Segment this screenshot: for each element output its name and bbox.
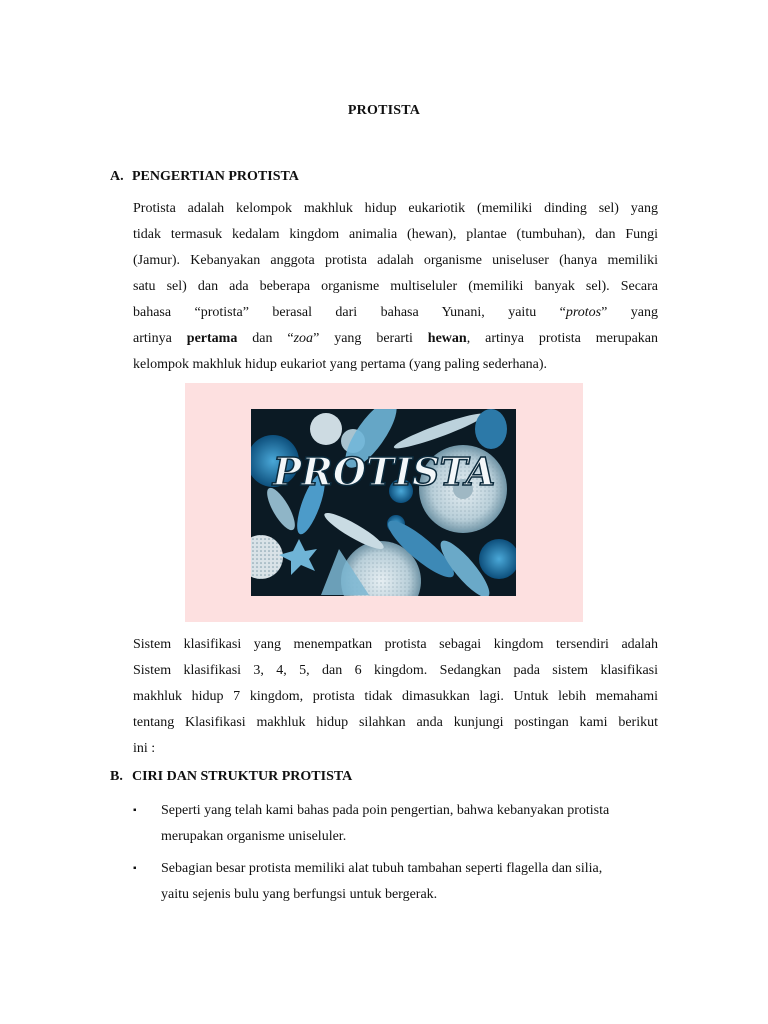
list-item-line: Sebagian besar protista memiliki alat tubuh tambahan seperti flagella dan silia, [161, 861, 603, 876]
paragraph-line [133, 326, 658, 352]
list-item-line: Seperti yang telah kami bahas pada poin pengertian, bahwa kebanyakan protista [161, 803, 610, 818]
paragraph-line: Sistem klasifikasi yang menempatkan protista sebagai kingdom tersendiri adalah [133, 637, 658, 652]
bold-term-hewan: hewan [427, 331, 467, 346]
section-a-title: PENGERTIAN PROTISTA [132, 169, 299, 184]
italic-term-protos: protos [565, 305, 602, 320]
paragraph-line: ini : [133, 741, 156, 756]
paragraph-line: tidak termasuk kedalam kingdom animalia (hewan), plantae (tumbuhan), dan Fungi [133, 227, 658, 242]
paragraph-line: (Jamur). Kebanyakan anggota protista adalah organisme uniseluser (hanya memiliki [133, 253, 658, 268]
classification-paragraph [133, 632, 658, 762]
paragraph-line: satu sel) dan ada beberapa organisme multiseluler (memiliki banyak sel). Secara [133, 279, 658, 294]
text-run: artinya [133, 331, 187, 346]
section-b-heading [110, 769, 352, 785]
paragraph-line: Protista adalah kelompok makhluk hidup eukariotik (memiliki dinding sel) yang [133, 201, 658, 216]
section-a-heading [110, 169, 299, 185]
section-b-title: CIRI DAN STRUKTUR PROTISTA [132, 769, 353, 784]
bold-term-pertama: pertama [186, 331, 238, 346]
list-item-line: yaitu sejenis bulu yang berfungsi untuk bergerak. [161, 887, 438, 902]
section-a-letter: A. [110, 169, 124, 184]
paragraph-line [133, 300, 658, 326]
section-b-letter: B. [110, 769, 123, 784]
text-run: dan “ [237, 331, 294, 346]
text-run: bahasa “protista” berasal dari bahasa Yunani, yaitu “ [133, 305, 566, 320]
protista-figure [185, 383, 583, 622]
text-run: ” yang [601, 305, 658, 320]
paragraph-line: kelompok makhluk hidup eukariot yang pertama (yang paling sederhana). [133, 357, 548, 372]
text-run: ” yang berarti [313, 331, 428, 346]
paragraph-line: Sistem klasifikasi 3, 4, 5, dan 6 kingdom. Sedangkan pada sistem klasifikasi [133, 663, 658, 678]
bullet-icon: ▪ [133, 805, 137, 816]
italic-term-zoa: zoa [293, 331, 314, 346]
bullet-icon: ▪ [133, 863, 137, 874]
paragraph-line: makhluk hidup 7 kingdom, protista tidak dimasukkan lagi. Untuk lebih memahami [133, 689, 658, 704]
figure-title-text: PROTISTA [272, 449, 496, 494]
document-title: PROTISTA [347, 103, 421, 118]
paragraph-line: tentang Klasifikasi makhluk hidup silahkan anda kunjungi postingan kami berikut [133, 715, 658, 730]
diatom-image [251, 409, 516, 596]
list-item-line: merupakan organisme uniseluler. [161, 829, 347, 844]
definition-paragraph [133, 196, 658, 378]
text-run: , artinya protista merupakan [466, 331, 658, 346]
